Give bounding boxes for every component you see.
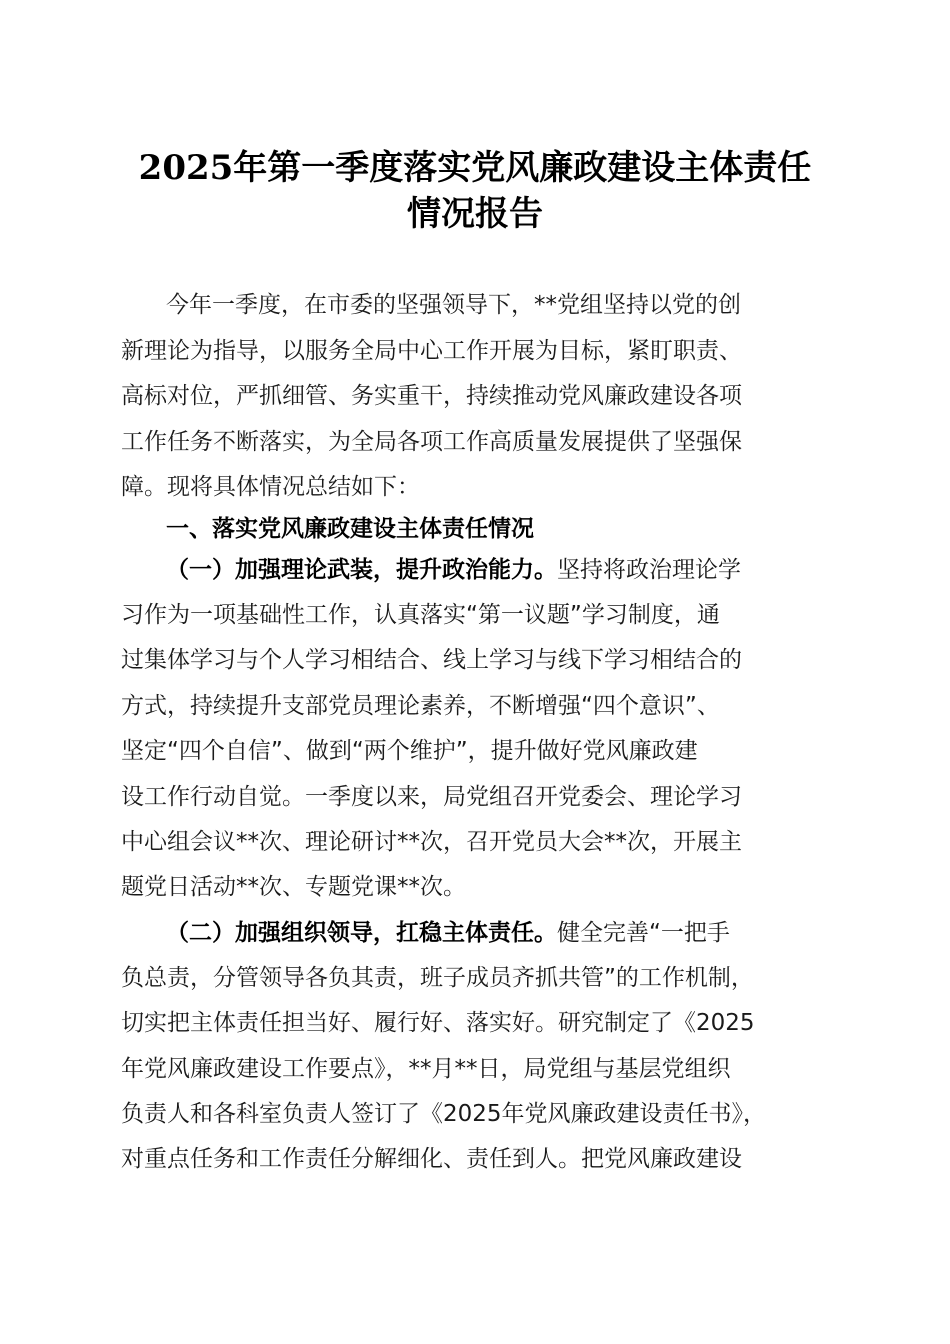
paragraph-line: 年党风廉政建设工作要点》，**月**日，局党组与基层党组织 xyxy=(121,1056,731,1082)
document-title-line-1: 2025年第一季度落实党风廉政建设主体责任 xyxy=(138,148,812,188)
paragraph-line xyxy=(166,551,741,584)
paragraph-text: 坚持将政治理论学 xyxy=(557,557,741,583)
paragraph-line: 高标对位，严抓细管、务实重干，持续推动党风廉政建设各项 xyxy=(121,383,742,409)
paragraph-line: 习作为一项基础性工作，认真落实“第一议题”学习制度，通 xyxy=(121,602,720,628)
document-title-line-2: 情况报告 xyxy=(407,194,543,234)
paragraph-line: 坚定“四个自信”、做到“两个维护”，提升做好党风廉政建 xyxy=(121,738,698,764)
paragraph-line: 设工作行动自觉。一季度以来，局党组召开党委会、理论学习 xyxy=(121,784,742,810)
paragraph-line: 新理论为指导，以服务全局中心工作开展为目标，紧盯职责、 xyxy=(121,338,742,364)
paragraph-line: 题党日活动**次、专题党课**次。 xyxy=(121,874,466,900)
paragraph-line: 过集体学习与个人学习相结合、线上学习与线下学习相结合的 xyxy=(121,647,742,673)
paragraph-line: 负总责，分管领导各负其责，班子成员齐抓共管”的工作机制， xyxy=(121,965,754,991)
paragraph-line: 负责人和各科室负责人签订了《2025年党风廉政建设责任书》， xyxy=(121,1101,767,1127)
paragraph-line: 中心组会议**次、理论研讨**次，召开党员大会**次，开展主 xyxy=(121,829,742,855)
paragraph-line: 切实把主体责任担当好、履行好、落实好。研究制定了《2025 xyxy=(121,1010,755,1036)
paragraph-line: 工作任务不断落实，为全局各项工作高质量发展提供了坚强保 xyxy=(121,429,742,455)
section-heading: 一、落实党风廉政建设主体责任情况 xyxy=(166,516,534,542)
paragraph-line xyxy=(166,914,730,947)
paragraph-line: 对重点任务和工作责任分解细化、责任到人。把党风廉政建设 xyxy=(121,1146,742,1172)
paragraph-line: 今年一季度，在市委的坚强领导下，**党组坚持以党的创 xyxy=(166,292,741,318)
subsection-heading: （一）加强理论武装，提升政治能力。 xyxy=(166,557,557,583)
paragraph-line: 障。现将具体情况总结如下： xyxy=(121,474,420,500)
paragraph-line: 方式，持续提升支部党员理论素养，不断增强“四个意识”、 xyxy=(121,693,720,719)
paragraph-text: 健全完善“一把手 xyxy=(557,920,730,946)
subsection-heading: （二）加强组织领导，扛稳主体责任。 xyxy=(166,920,557,946)
